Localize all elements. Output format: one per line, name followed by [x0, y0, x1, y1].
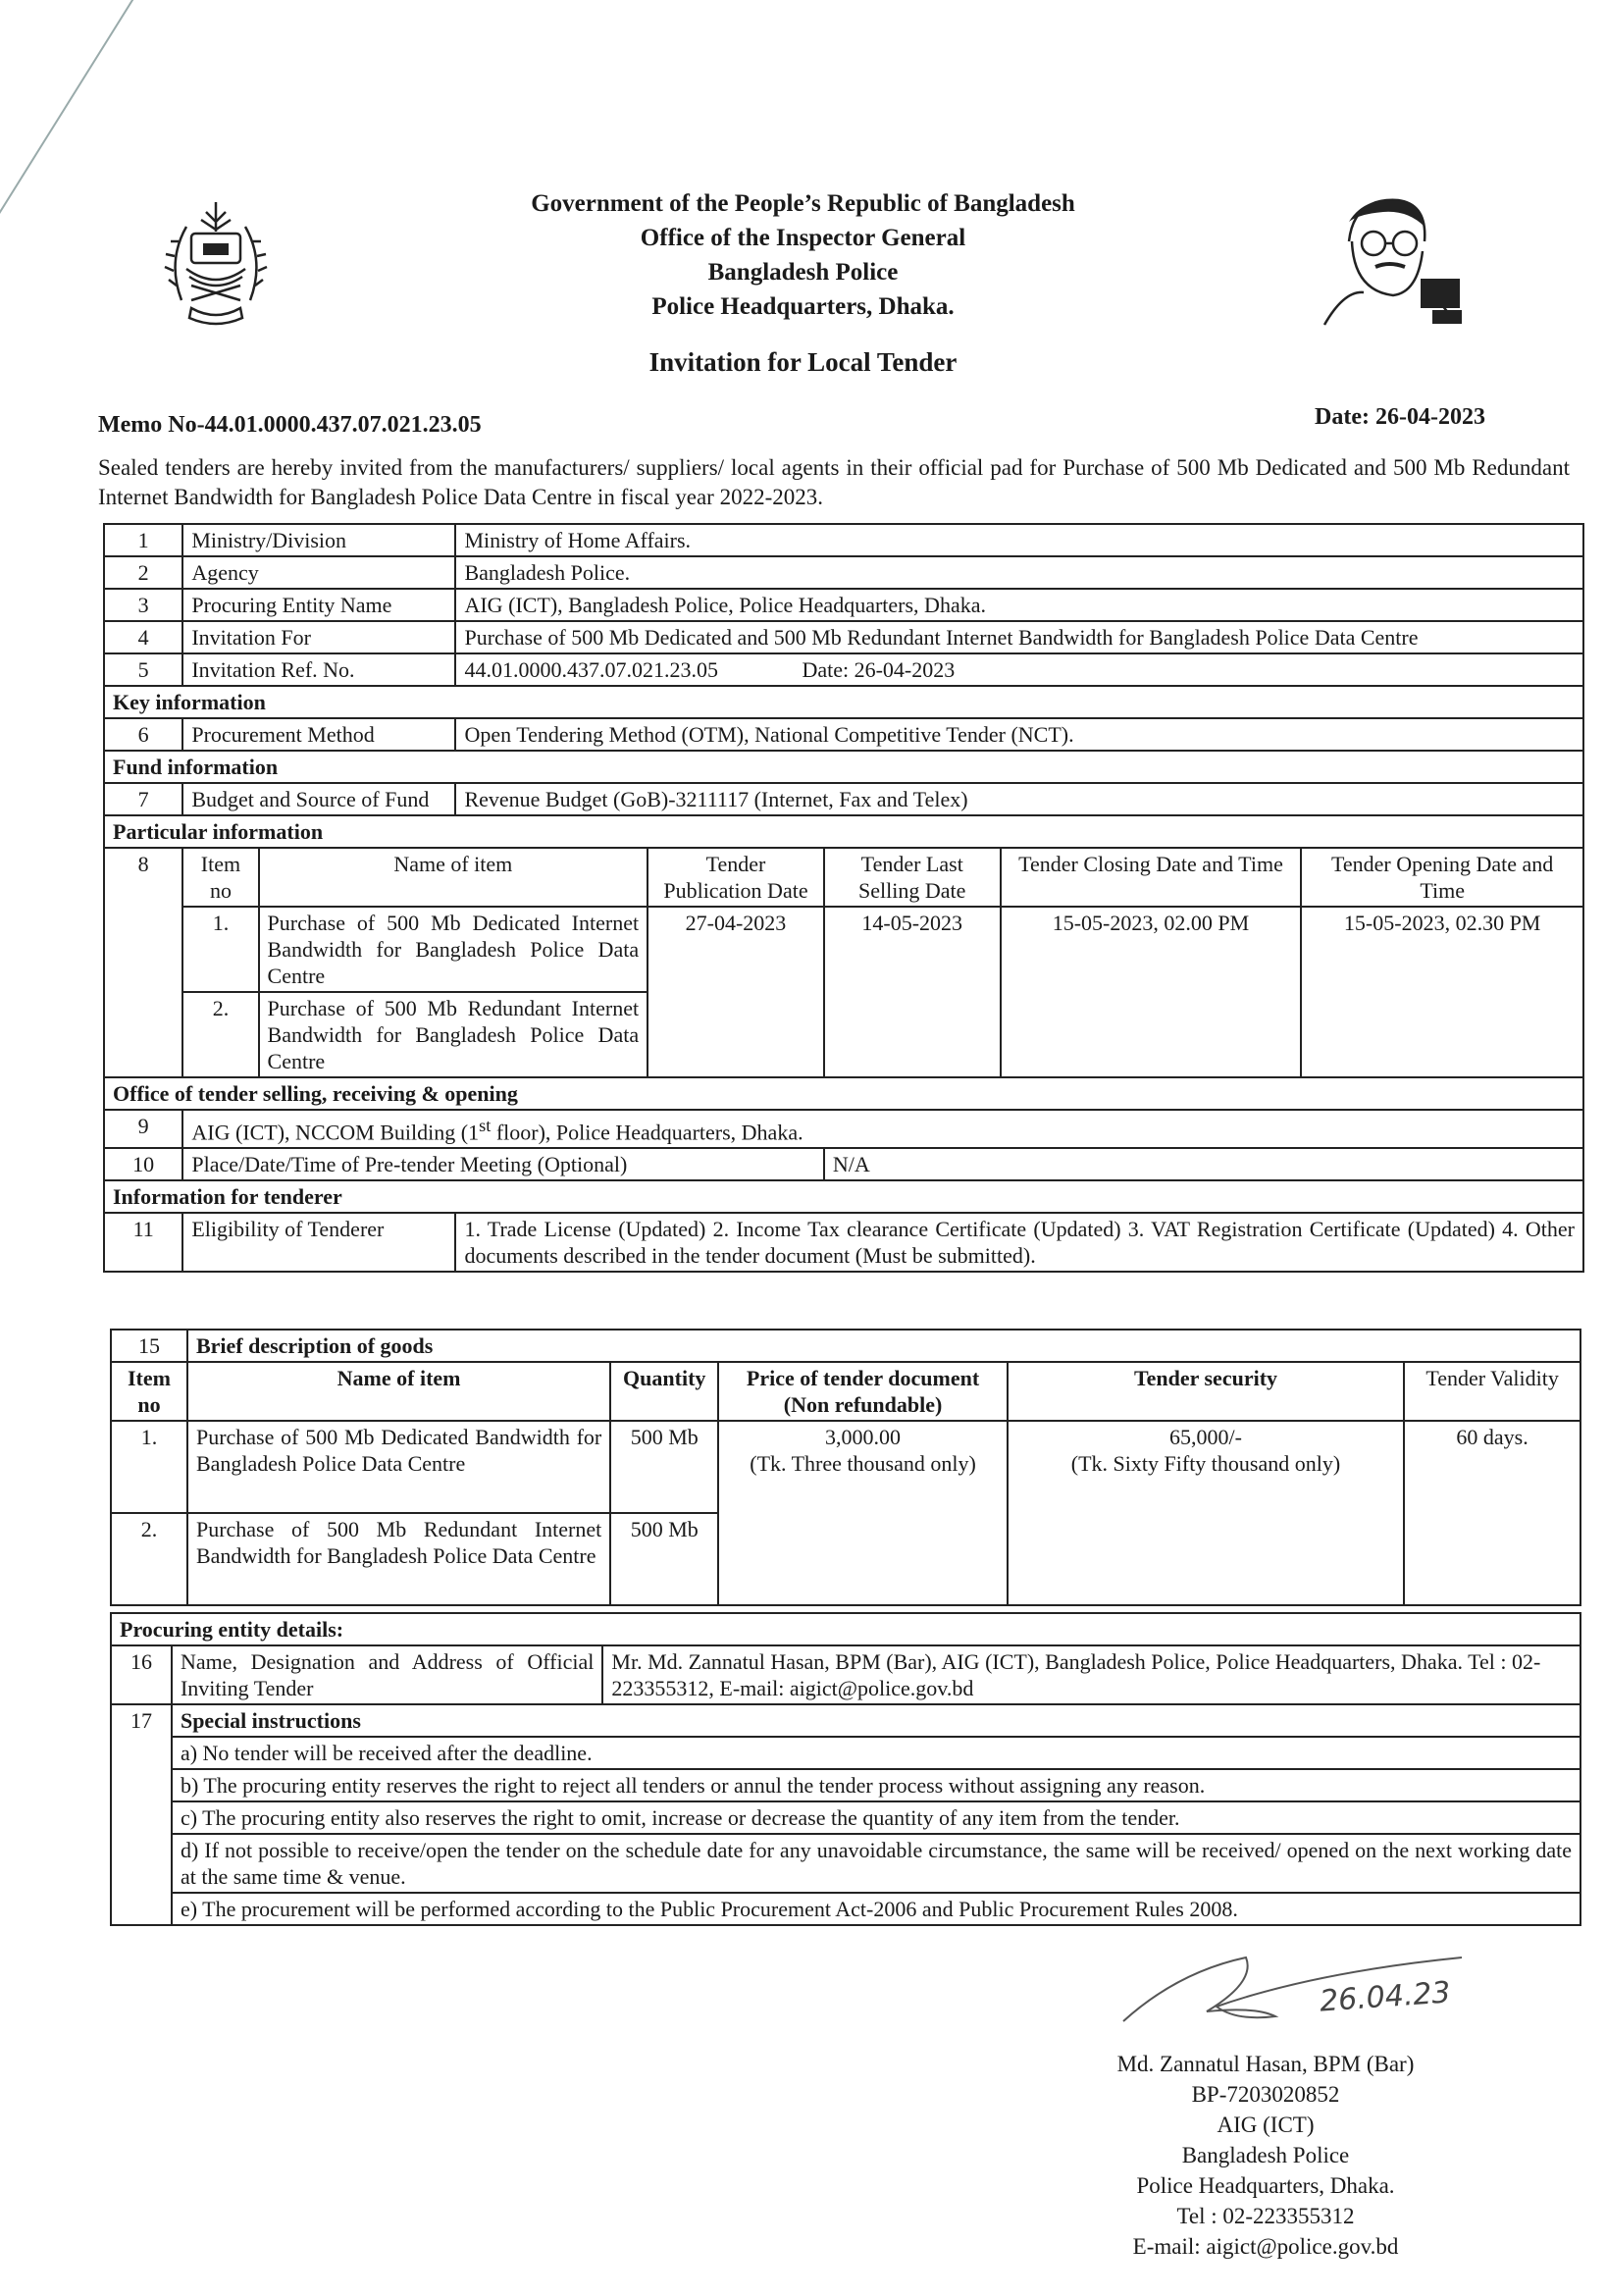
last-selling-date: 14-05-2023 — [824, 907, 1001, 1077]
ordinal-suffix: st — [479, 1116, 492, 1135]
letterhead-line: Bangladesh Police — [707, 259, 899, 286]
instruction-item: e) The procurement will be performed according to the Public Procurement Act-2006 and Public Procurement Rules 2008. — [172, 1893, 1580, 1925]
section-heading: Office of tender selling, receiving & opening — [104, 1077, 1583, 1110]
tender-security — [1008, 1421, 1404, 1605]
field-value — [455, 653, 1583, 686]
item-number: 1. — [182, 907, 258, 992]
field-value — [602, 1645, 1580, 1704]
section-row — [104, 815, 1583, 848]
section-row — [104, 1077, 1583, 1110]
tender-validity: 60 days. — [1404, 1421, 1580, 1605]
table-row — [104, 783, 1583, 815]
field-label: Name, Designation and Address of Official Inviting Tender — [172, 1645, 602, 1704]
item-number: 2. — [182, 992, 258, 1077]
row-number: 4 — [104, 621, 182, 653]
intro-paragraph: Sealed tenders are hereby invited from the manufacturers/ suppliers/ local agents in their official pad for Purchase of 500 Mb Dedicated and 500 Mb Redundant Internet Bandwidth for Bangladesh Police Data Centre in fiscal year 2022-2023. — [98, 455, 1570, 509]
procuring-entity-table — [110, 1612, 1581, 1926]
row-number: 6 — [104, 718, 182, 751]
column-header: Tender Last Selling Date — [824, 848, 1001, 907]
instruction-row — [111, 1801, 1580, 1834]
invitation-ref-date: Date: 26-04-2023 — [802, 657, 956, 682]
section-heading: Fund information — [104, 751, 1583, 783]
instruction-row — [111, 1893, 1580, 1925]
field-label: Invitation For — [182, 621, 455, 653]
section-row — [111, 1330, 1580, 1362]
field-label: Procuring Entity Name — [182, 589, 455, 621]
signatory-id: BP-7203020852 — [1191, 2082, 1340, 2107]
field-label: Budget and Source of Fund — [182, 783, 455, 815]
office-address-part: AIG (ICT), NCCOM Building (1 — [191, 1120, 480, 1145]
field-label: Eligibility of Tenderer — [182, 1213, 455, 1272]
price-amount: 3,000.00 — [825, 1425, 902, 1449]
row-number: 16 — [111, 1645, 172, 1704]
column-header: Name of item — [259, 848, 648, 907]
instruction-row — [111, 1769, 1580, 1801]
goods-table — [110, 1329, 1581, 1606]
row-number: 9 — [104, 1110, 182, 1148]
table-row — [111, 1421, 1580, 1513]
closing-datetime: 15-05-2023, 02.00 PM — [1001, 907, 1302, 1077]
column-header: Quantity — [610, 1362, 718, 1421]
row-number: 17 — [111, 1704, 172, 1925]
section-heading: Brief description of goods — [187, 1330, 1580, 1362]
instruction-item: b) The procuring entity reserves the right to reject all tenders or annul the tender process without assigning any reason. — [172, 1769, 1580, 1801]
publication-date: 27-04-2023 — [648, 907, 824, 1077]
row-number: 8 — [104, 848, 182, 1077]
memo-number: Memo No-44.01.0000.437.07.021.23.05 — [98, 412, 482, 438]
section-row — [104, 686, 1583, 718]
field-value — [182, 1110, 1583, 1148]
signatory-designation: AIG (ICT) — [1217, 2113, 1315, 2137]
field-value: Purchase of 500 Mb Dedicated and 500 Mb Redundant Internet Bandwidth for Bangladesh Police Data Centre — [455, 621, 1583, 653]
column-header: Tender Opening Date and Time — [1301, 848, 1583, 907]
field-value: N/A — [824, 1148, 1583, 1180]
item-name: Purchase of 500 Mb Redundant Internet Bandwidth for Bangladesh Police Data Centre — [187, 1513, 610, 1605]
table-header-row — [104, 848, 1583, 907]
row-number: 10 — [104, 1148, 182, 1180]
row-number: 2 — [104, 556, 182, 589]
column-header: Item no — [182, 848, 258, 907]
table-row — [104, 653, 1583, 686]
item-name: Purchase of 500 Mb Redundant Internet Bandwidth for Bangladesh Police Data Centre — [259, 992, 648, 1077]
section-row — [104, 1180, 1583, 1213]
row-number: 15 — [111, 1330, 187, 1362]
table-row — [104, 1213, 1583, 1272]
table-row — [104, 907, 1583, 992]
signatory-organization: Bangladesh Police — [1181, 2143, 1350, 2167]
memo-date: Date: 26-04-2023 — [1315, 404, 1485, 430]
security-words: (Tk. Sixty Fifty thousand only) — [1070, 1451, 1341, 1476]
column-header: Tender security — [1008, 1362, 1404, 1421]
item-quantity: 500 Mb — [610, 1421, 718, 1513]
section-heading: Special instructions — [172, 1704, 1580, 1737]
column-header: Tender Closing Date and Time — [1001, 848, 1302, 907]
official-details: Mr. Md. Zannatul Hasan, BPM (Bar), AIG (ICT), Bangladesh Police, Police Headquarters, Dhaka. Tel : 02-223355312, E-mail: — [611, 1649, 1541, 1700]
row-number: 1 — [104, 524, 182, 556]
field-value: Open Tendering Method (OTM), National Competitive Tender (NCT). — [455, 718, 1583, 751]
table-header-row — [111, 1362, 1580, 1421]
letterhead-line: Police Headquarters, Dhaka. — [651, 293, 955, 320]
field-label: Ministry/Division — [182, 524, 455, 556]
instruction-row — [111, 1834, 1580, 1893]
signatory-email — [1060, 2231, 1472, 2262]
signatory-name: Md. Zannatul Hasan, BPM (Bar) — [1116, 2052, 1415, 2076]
row-number: 5 — [104, 653, 182, 686]
field-label: Place/Date/Time of Pre-tender Meeting (Optional) — [182, 1148, 824, 1180]
section-row — [111, 1613, 1580, 1645]
row-number: 11 — [104, 1213, 182, 1272]
field-label: Invitation Ref. No. — [182, 653, 455, 686]
row-number: 3 — [104, 589, 182, 621]
letterhead — [0, 186, 1606, 324]
table-row — [104, 1148, 1583, 1180]
table-row — [104, 556, 1583, 589]
security-amount: 65,000/- — [1169, 1425, 1242, 1449]
instruction-item: c) The procuring entity also reserves the right to omit, increase or decrease the quantity of any item from the tender. — [172, 1801, 1580, 1834]
opening-datetime: 15-05-2023, 02.30 PM — [1301, 907, 1583, 1077]
tender-info-table — [103, 523, 1584, 1273]
section-row — [104, 751, 1583, 783]
field-label: Agency — [182, 556, 455, 589]
item-quantity: 500 Mb — [610, 1513, 718, 1605]
column-header: Tender Publication Date — [648, 848, 824, 907]
section-heading: Procuring entity details: — [111, 1613, 1580, 1645]
instruction-item: a) No tender will be received after the deadline. — [172, 1737, 1580, 1769]
handwritten-date: 26.04.23 — [1318, 1975, 1452, 2019]
item-name: Purchase of 500 Mb Dedicated Bandwidth for Bangladesh Police Data Centre — [187, 1421, 610, 1513]
field-value: 1. Trade License (Updated) 2. Income Tax clearance Certificate (Updated) 3. VAT Registration Certificate (Updated) 4. Other documents described in the tender document (Must be submitted). — [455, 1213, 1583, 1272]
table-row — [111, 1645, 1580, 1704]
letterhead-line: Office of the Inspector General — [640, 225, 966, 251]
item-number: 1. — [111, 1421, 187, 1513]
price-words: (Tk. Three thousand only) — [750, 1451, 976, 1476]
field-value: Bangladesh Police. — [455, 556, 1583, 589]
column-header: Name of item — [187, 1362, 610, 1421]
letterhead-line: Government of the People’s Republic of Bangladesh — [531, 190, 1075, 217]
field-value: AIG (ICT), Bangladesh Police, Police Headquarters, Dhaka. — [455, 589, 1583, 621]
invitation-ref-no: 44.01.0000.437.07.021.23.05 — [464, 657, 718, 682]
instruction-row — [111, 1737, 1580, 1769]
field-value: Revenue Budget (GoB)-3211117 (Internet, Fax and Telex) — [455, 783, 1583, 815]
column-header: Price of tender document (Non refundable) — [718, 1362, 1008, 1421]
table-row — [111, 1704, 1580, 1737]
section-heading: Particular information — [104, 815, 1583, 848]
field-label: Procurement Method — [182, 718, 455, 751]
table-row — [104, 718, 1583, 751]
column-header: Tender Validity — [1404, 1362, 1580, 1421]
item-number: 2. — [111, 1513, 187, 1605]
email-label: E-mail: — [1132, 2234, 1207, 2259]
instruction-item: d) If not possible to receive/open the tender on the schedule date for any unavoidable circumstance, the same will be received/ opened on the next working date at the same time & venue. — [172, 1834, 1580, 1893]
section-heading: Key information — [104, 686, 1583, 718]
section-heading: Information for tenderer — [104, 1180, 1583, 1213]
signatory-tel: Tel : 02-223355312 — [1176, 2204, 1355, 2228]
table-row — [104, 621, 1583, 653]
row-number: 7 — [104, 783, 182, 815]
office-address-part: floor), Police Headquarters, Dhaka. — [491, 1120, 803, 1145]
table-row — [104, 1110, 1583, 1148]
tender-document-price — [718, 1421, 1008, 1605]
email-link[interactable]: aigict@police.gov.bd — [789, 1676, 974, 1700]
item-name: Purchase of 500 Mb Dedicated Internet Bandwidth for Bangladesh Police Data Centre — [259, 907, 648, 992]
column-header: Item no — [111, 1362, 187, 1421]
table-row — [104, 524, 1583, 556]
signatory-block — [1060, 2049, 1472, 2262]
signatory-address: Police Headquarters, Dhaka. — [1136, 2173, 1395, 2198]
table-row — [104, 589, 1583, 621]
email-link[interactable]: aigict@police.gov.bd — [1206, 2234, 1399, 2259]
field-value: Ministry of Home Affairs. — [455, 524, 1583, 556]
document-title: Invitation for Local Tender — [648, 347, 958, 377]
